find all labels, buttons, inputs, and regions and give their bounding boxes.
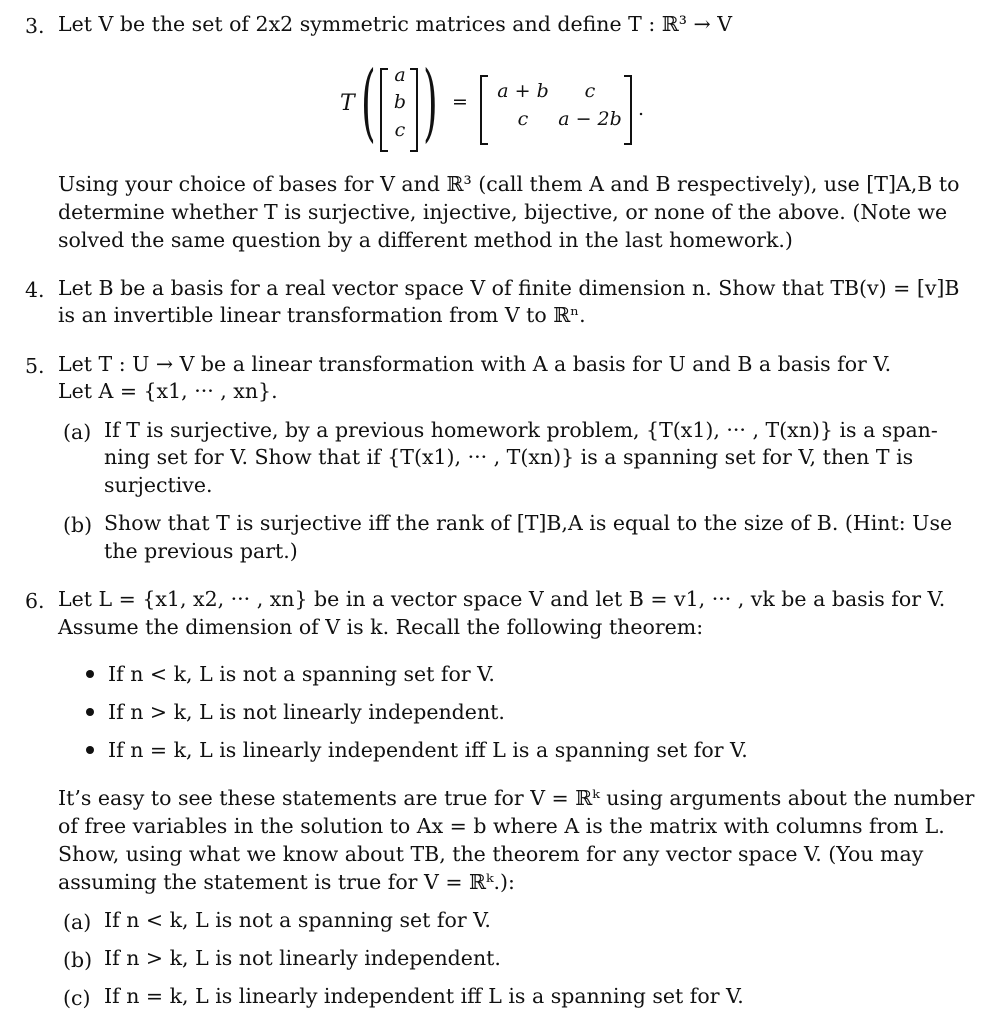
problem-3-number: 3. <box>25 14 45 38</box>
vector-entry-b: b <box>393 91 407 113</box>
problem-3-line-1: Let V be the set of 2x2 symmetric matrices and define T : ℝ³ → V <box>58 12 733 36</box>
matrix-right-bracket <box>624 75 632 145</box>
problem-3-line-3: determine whether T is surjective, injective, bijective, or none of the above. (Note we <box>58 200 948 224</box>
problem-6-para-line-1: It’s easy to see these statements are true for V = ℝᵏ using arguments about the number <box>58 786 975 810</box>
right-paren: ) <box>423 53 438 151</box>
problem-5b-line-1: Show that T is surjective iff the rank of [T]B,A is equal to the size of B. (Hint: Use <box>104 511 953 535</box>
equation-period: . <box>637 98 645 120</box>
problem-5b-line-2: the previous part.) <box>104 539 298 563</box>
transformation-equation <box>340 53 670 158</box>
problem-5a-label: (a) <box>63 420 92 444</box>
problem-6-number: 6. <box>25 589 45 613</box>
problem-6c-label: (c) <box>63 986 91 1010</box>
equation-T: T <box>340 91 355 116</box>
bullet-icon <box>86 746 94 754</box>
problem-3-line-2: Using your choice of bases for V and ℝ³ (call them A and B respectively), use [T]A,B to <box>58 172 960 196</box>
matrix-entry-22: a − 2b <box>558 108 622 130</box>
vector-entry-c: c <box>394 119 406 141</box>
problem-6a-text: If n < k, L is not a spanning set for V. <box>104 908 491 932</box>
problem-5b-label: (b) <box>63 513 93 537</box>
theorem-bullet-3 <box>86 740 748 761</box>
theorem-bullet-2 <box>86 702 505 723</box>
problem-4-number: 4. <box>25 278 45 302</box>
problem-6-para-line-4: assuming the statement is true for V = ℝᵏ.): <box>58 870 515 894</box>
problem-6b-label: (b) <box>63 948 93 972</box>
matrix-entry-12: c <box>584 80 596 102</box>
problem-6b-text: If n > k, L is not linearly independent. <box>104 946 501 970</box>
problem-5a-line-1: If T is surjective, by a previous homework problem, {T(x1), ··· , T(xn)} is a span- <box>104 418 938 442</box>
problem-4-line-1: Let B be a basis for a real vector space V of finite dimension n. Show that TB(v) = [v]B <box>58 276 960 300</box>
equals-sign: = <box>452 91 468 113</box>
matrix-left-bracket <box>480 75 488 145</box>
problem-6-line-1: Let L = {x1, x2, ··· , xn} be in a vector space V and let B = v1, ··· , vk be a basis for V. <box>58 587 946 611</box>
theorem-bullet-1 <box>86 664 495 685</box>
vector-left-bracket <box>380 68 388 152</box>
problem-6-para-line-2: of free variables in the solution to Ax = b where A is the matrix with columns from L. <box>58 814 945 838</box>
problem-4-line-2: is an invertible linear transformation from V to ℝⁿ. <box>58 303 586 327</box>
vector-entry-a: a <box>394 64 406 86</box>
problem-6-line-2: Assume the dimension of V is k. Recall the following theorem: <box>58 615 704 639</box>
bullet-icon <box>86 670 94 678</box>
problem-5-number: 5. <box>25 354 45 378</box>
problem-5-line-1: Let T : U → V be a linear transformation with A a basis for U and B a basis for V. <box>58 352 892 376</box>
bullet-icon <box>86 708 94 716</box>
matrix-entry-11: a + b <box>497 80 549 102</box>
theorem-bullet-3-text: If n = k, L is linearly independent iff L is a spanning set for V. <box>108 738 748 762</box>
problem-5-line-2: Let A = {x1, ··· , xn}. <box>58 379 278 403</box>
problem-5a-line-2: ning set for V. Show that if {T(x1), ··· , T(xn)} is a spanning set for V, then T is <box>104 445 914 469</box>
problem-3-line-4: solved the same question by a different method in the last homework.) <box>58 228 793 252</box>
problem-6a-label: (a) <box>63 910 92 934</box>
problem-6c-text: If n = k, L is linearly independent iff L is a spanning set for V. <box>104 984 744 1008</box>
vector-right-bracket <box>410 68 418 152</box>
problem-6-para-line-3: Show, using what we know about TB, the theorem for any vector space V. (You may <box>58 842 924 866</box>
problem-5a-line-3: surjective. <box>104 473 213 497</box>
left-paren: ( <box>361 53 376 151</box>
matrix-entry-21: c <box>517 108 529 130</box>
theorem-bullet-1-text: If n < k, L is not a spanning set for V. <box>108 662 495 686</box>
theorem-bullet-2-text: If n > k, L is not linearly independent. <box>108 700 505 724</box>
